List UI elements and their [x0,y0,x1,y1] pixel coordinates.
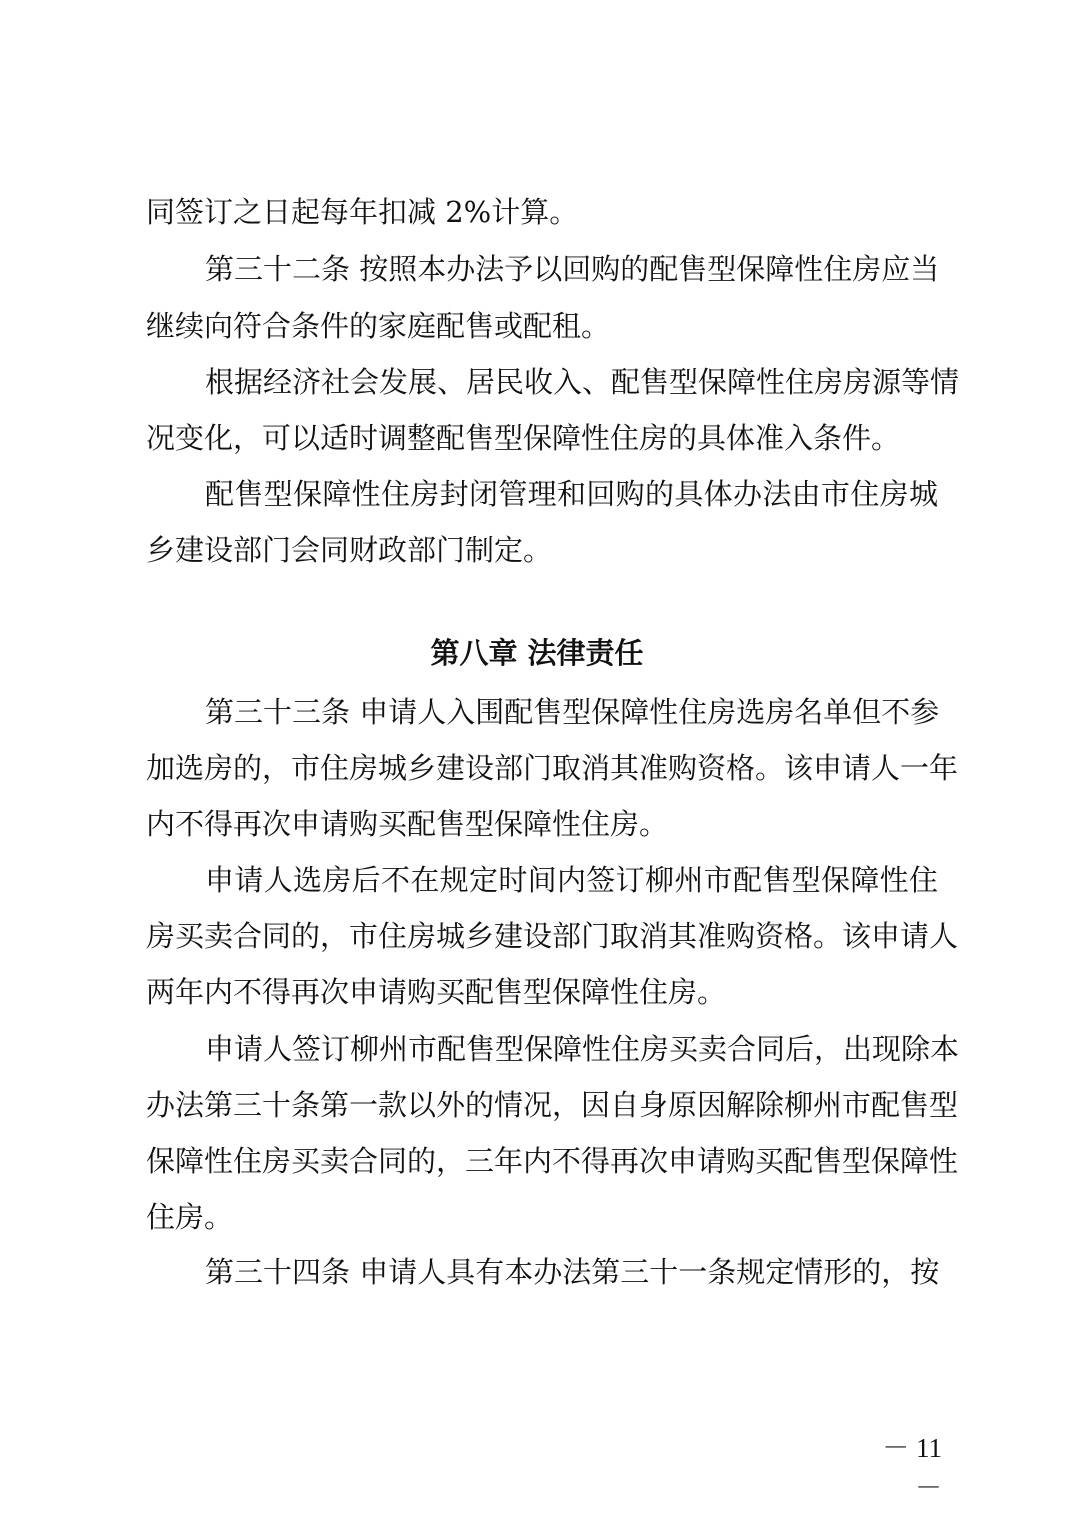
body-line: 住房。 [146,1200,234,1234]
body-line: 同签订之日起每年扣减 2%计算。 [146,195,579,229]
body-line: 内不得再次申请购买配售型保障性住房。 [146,807,669,841]
body-line: 办法第三十条第一款以外的情况，因自身原因解除柳州市配售型 [146,1088,959,1122]
body-line: 两年内不得再次申请购买配售型保障性住房。 [146,975,727,1009]
body-line: 申请人选房后不在规定时间内签订柳州市配售型保障性住 [205,863,938,897]
body-line: 况变化，可以适时调整配售型保障性住房的具体准入条件。 [146,421,901,455]
body-line: 根据经济社会发展、居民收入、配售型保障性住房房源等情 [205,365,960,399]
article-33-heading-line: 第三十三条 申请人入围配售型保障性住房选房名单但不参 [205,695,940,729]
chapter-title: 第八章 法律责任 [430,636,644,670]
page-number: － 11 － [882,1433,942,1503]
body-line: 继续向符合条件的家庭配售或配租。 [146,309,611,343]
body-line: 配售型保障性住房封闭管理和回购的具体办法由市住房城 [205,477,938,511]
body-line: 申请人签订柳州市配售型保障性住房买卖合同后，出现除本 [205,1032,960,1066]
body-line: 乡建设部门会同财政部门制定。 [146,533,553,567]
body-line: 加选房的，市住房城乡建设部门取消其准购资格。该申请人一年 [146,751,959,785]
body-line: 保障性住房买卖合同的，三年内不得再次申请购买配售型保障性 [146,1144,959,1178]
body-line: 房买卖合同的，市住房城乡建设部门取消其准购资格。该申请人 [146,919,959,953]
article-32-heading-line: 第三十二条 按照本办法予以回购的配售型保障性住房应当 [205,252,940,286]
article-34-heading-line: 第三十四条 申请人具有本办法第三十一条规定情形的，按 [205,1255,940,1289]
